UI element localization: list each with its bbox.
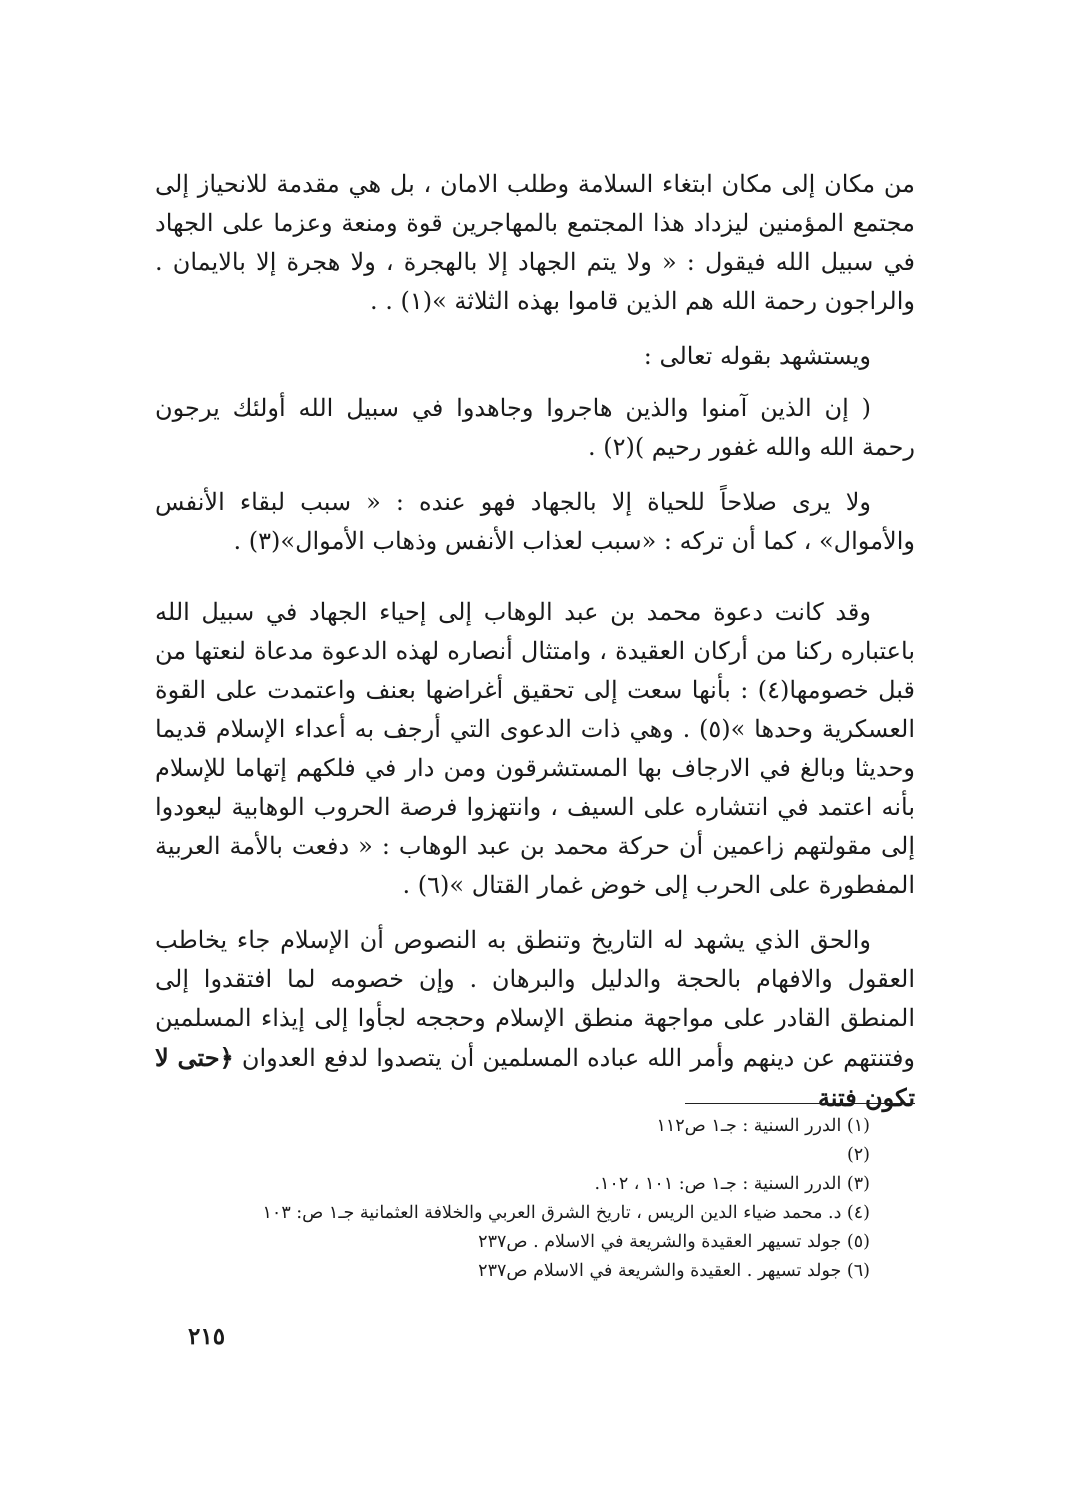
paragraph-1: من مكان إلى مكان ابتغاء السلامة وطلب الامان ، بل هي مقدمة للانحياز إلى مجتمع المؤمنين ليزداد هذا المجتمع بالمهاجرين قوة ومنعة وعزما على الجهاد في سبيل الله فيقول : « ولا يتم الجهاد إلا بالهجرة ، ولا هجرة إلا بالايمان . والراجون رحمة الله هم الذين قاموا بهذه الثلاثة »(١) . .: [155, 170, 915, 315]
paragraph-3: ( إن الذين آمنوا والذين هاجروا وجاهدوا في سبيل الله أولئك يرجون رحمة الله والله غفور رحيم )(٢) .: [155, 394, 915, 461]
footnote-2: (٢): [846, 1145, 870, 1165]
footnote-separator: [685, 1103, 915, 1104]
footnote-3: (٣) الدرر السنية : جـ١ ص: ١٠١ ، ١٠٢.: [594, 1174, 870, 1194]
paragraph-6: [155, 921, 915, 1118]
footnote-4: (٤) د. محمد ضياء الدين الريس ، تاريخ الشرق العربي والخلافة العثمانية جـ١ ص: ١٠٣: [262, 1203, 870, 1223]
paragraph-6-text: والحق الذي يشهد له التاريخ وتنطق به النصوص أن الإسلام جاء يخاطب العقول والافهام بالحجة والدليل والبرهان . وإن خصومه لما افتقدوا إلى المنطق القادر على مواجهة منطق الإسلام وحججه لجأوا إلى إيذاء المسلمين وفتنتهم عن دينهم وأمر الله عباده المسلمين أن يتصدوا لدفع العدوان: [155, 926, 916, 1072]
footnote-5: (٥) جولد تسيهر العقيدة والشريعة في الاسلام . ص٢٣٧: [478, 1232, 870, 1252]
footnote-6: (٦) جولد تسيهر . العقيدة والشريعة في الاسلام ص٢٣٧: [478, 1261, 870, 1281]
quran-quote-start: ﴿حتى لا تكون فتنة: [155, 1043, 915, 1112]
paragraph-2: ويستشهد بقوله تعالى :: [643, 342, 871, 370]
page-number: ٢١٥: [188, 1323, 226, 1350]
paragraph-5: وقد كانت دعوة محمد بن عبد الوهاب إلى إحياء الجهاد في سبيل الله باعتباره ركنا من أركان العقيدة ، وامتثال أنصاره لهذه الدعوة مدعاة لنعتها من قبل خصومها(٤) : بأنها سعت إلى تحقيق أغراضها بعنف واعتمدت على القوة العسكرية وحدها »(٥) . وهي ذات الدعوى التي أرجف به أعداء الإسلام قديما وحديثا وبالغ في الارجاف بها المستشرقون ومن دار في فلكهم إتهاما للإسلام بأنه اعتمد في انتشاره على السيف ، وانتهزوا فرصة الحروب الوهابية ليعودوا إلى مقولتهم زاعمين أن حركة محمد بن عبد الوهاب : « دفعت بالأمة العربية المفطورة على الحرب إلى خوض غمار القتال »(٦) .: [155, 598, 915, 899]
footnote-1: (١) الدرر السنية : جـ١ ص١١٢: [656, 1116, 870, 1136]
footnotes: [180, 1112, 870, 1286]
paragraph-4: ولا يرى صلاحاً للحياة إلا بالجهاد فهو عنده : « سبب لبقاء الأنفس والأموال» ، كما أن تركه : «سبب لعذاب الأنفس وذهاب الأموال»(٣) .: [155, 488, 915, 555]
main-text-block: [155, 165, 915, 1118]
